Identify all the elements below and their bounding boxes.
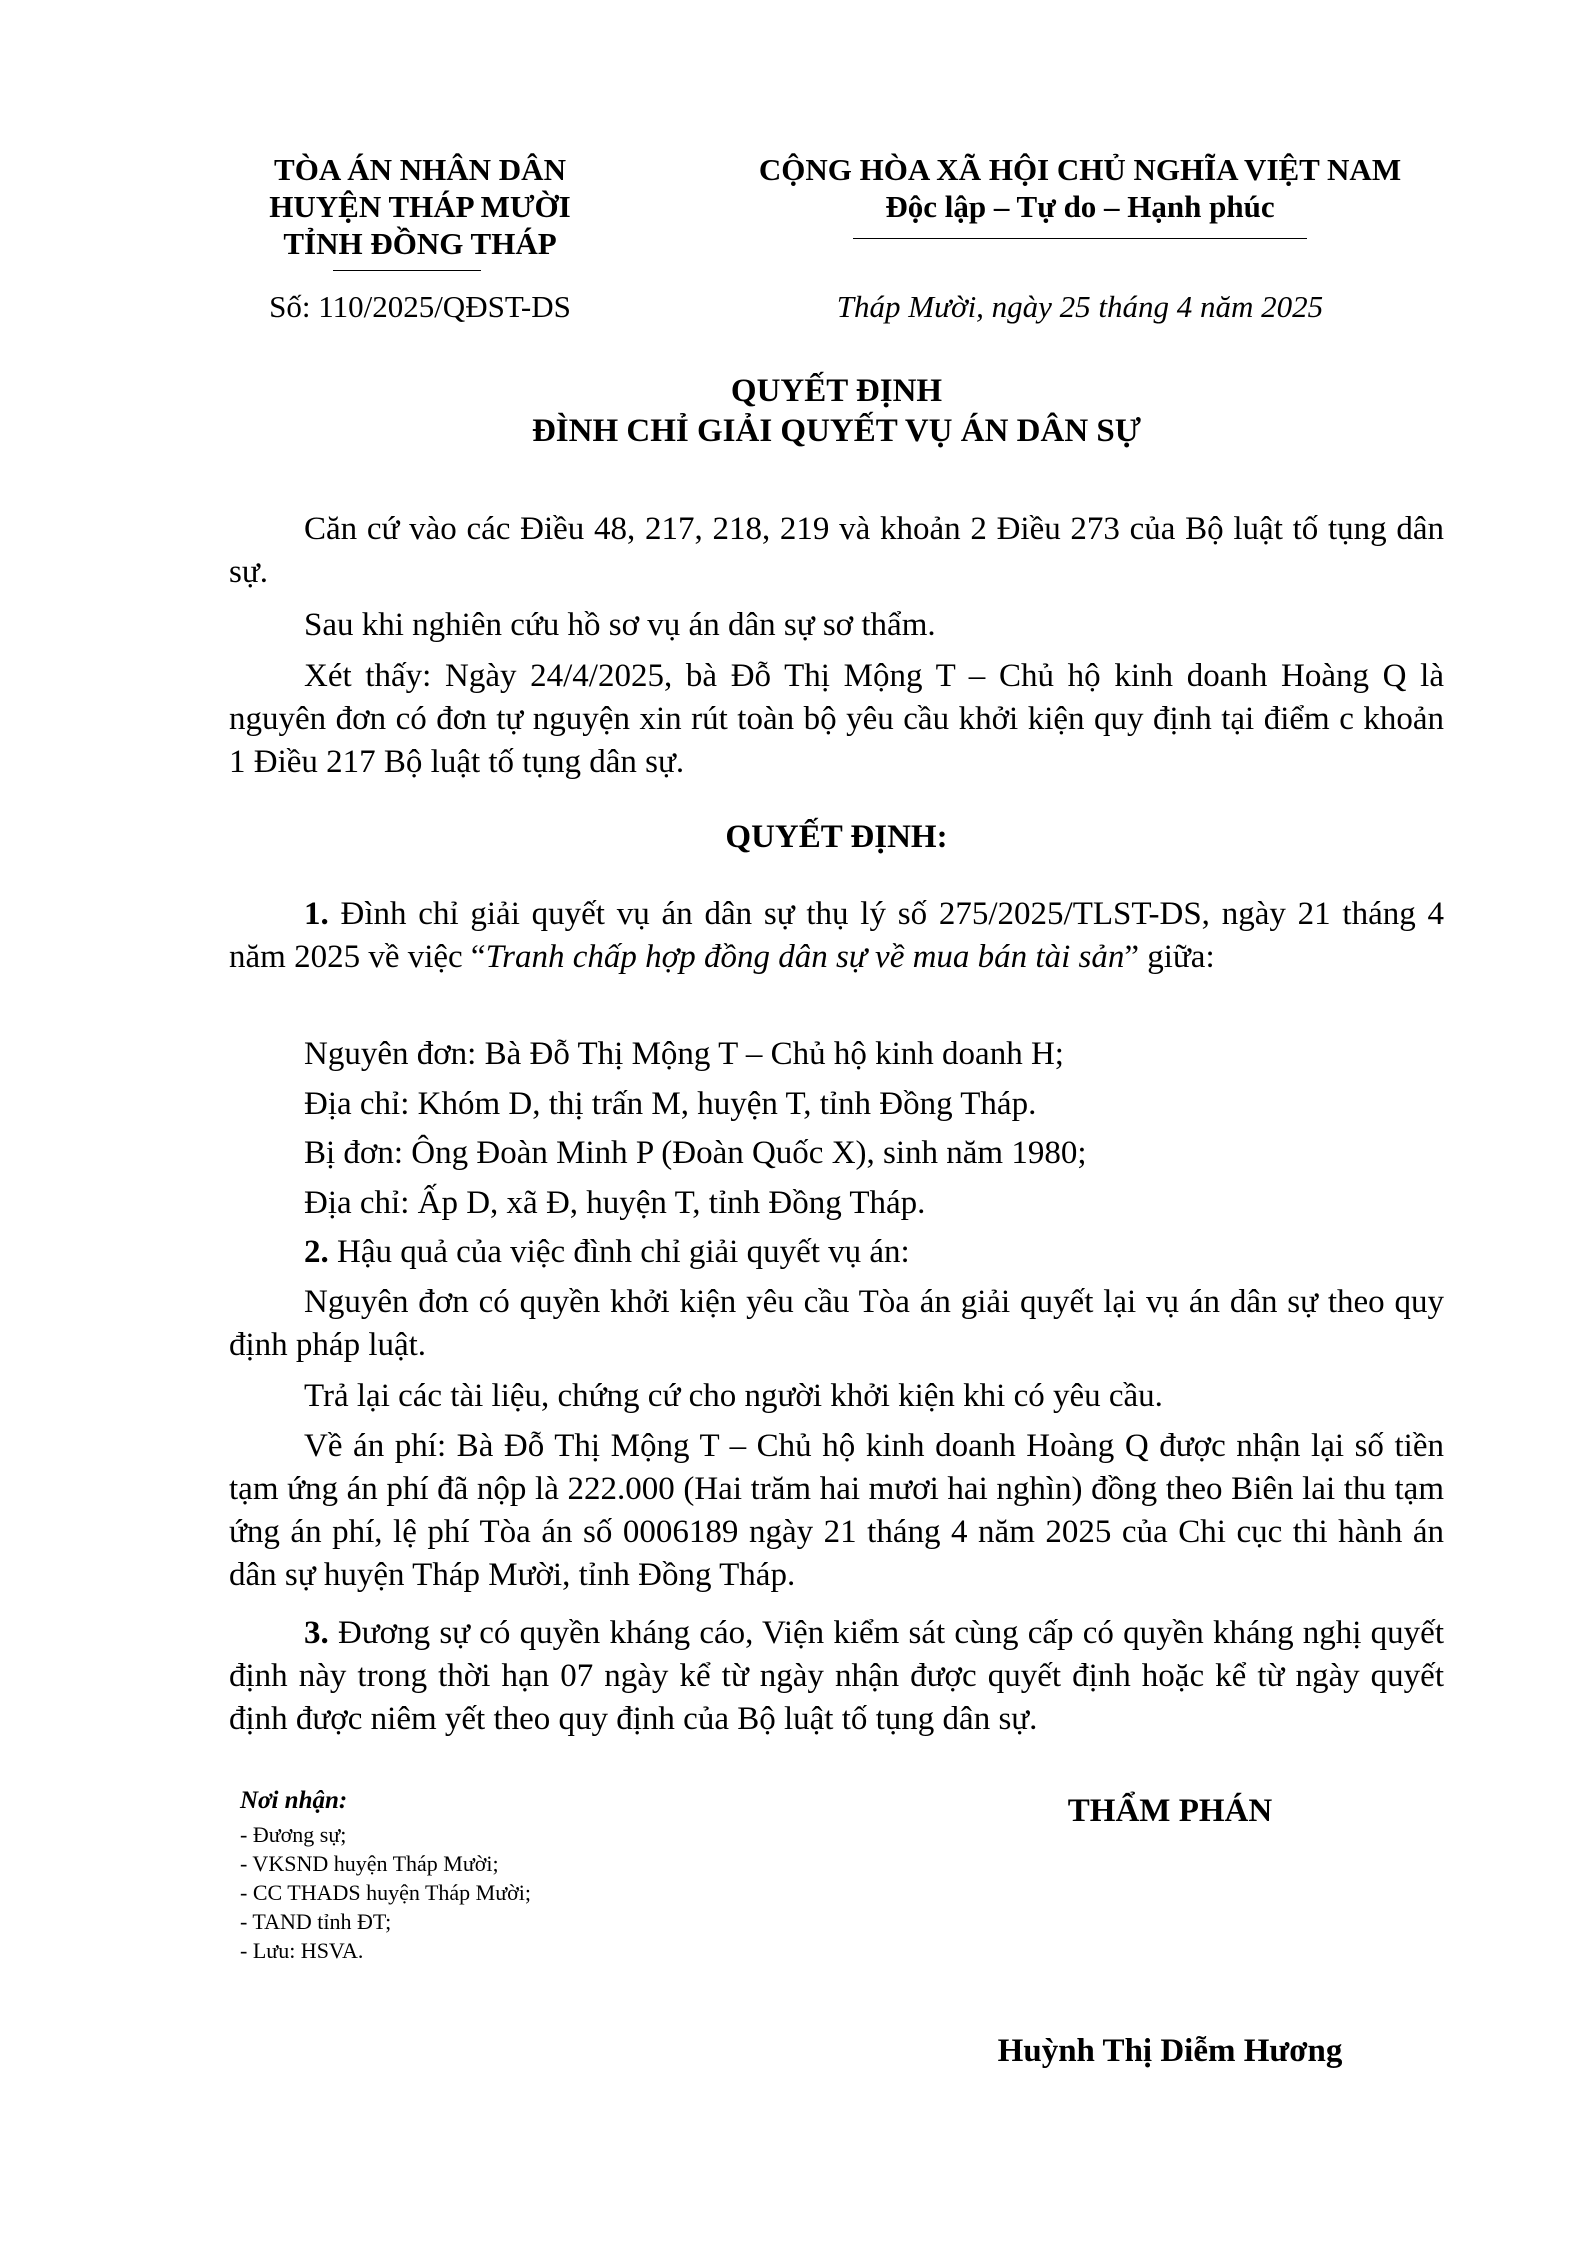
item-3-text: Đương sự có quyền kháng cáo, Viện kiểm sát cùng cấp có quyền kháng nghị quyết định này trong thời hạn 07 ngày kể từ ngày nhận được quyết định hoặc kể từ ngày quyết định được niêm yết theo quy định của Bộ luật tố tụng dân sự. <box>229 1615 1444 1737</box>
place-date: Tháp Mười, ngày 25 tháng 4 năm 2025 <box>836 289 1324 324</box>
recipient-item: - TAND tỉnh ĐT; <box>240 1909 392 1934</box>
preamble-legal-basis: Căn cứ vào các Điều 48, 217, 218, 219 và khoản 2 Điều 273 của Bộ luật tố tụng dân sự. <box>229 511 1444 590</box>
item-1-number: 1. <box>304 896 329 932</box>
decision-item-3 <box>229 1612 1444 1741</box>
court-line-2: HUYỆN THÁP MƯỜI <box>269 189 571 224</box>
doc-number: Số: 110/2025/QĐST-DS <box>269 289 571 324</box>
decision-item-1 <box>229 893 1444 979</box>
title-line-2: ĐÌNH CHỈ GIẢI QUYẾT VỤ ÁN DÂN SỰ <box>531 413 1142 449</box>
item-2-court-fee: Về án phí: Bà Đỗ Thị Mộng T – Chủ hộ kinh doanh Hoàng Q được nhận lại số tiền tạm ứng án phí đã nộp là 222.000 (Hai trăm hai mươi hai nghìn) đồng theo Biên lai thu tạm ứng án phí, lệ phí Tòa án số 0006189 ngày 21 tháng 4 năm 2025 của Chi cục thi hành án dân sự huyện Tháp Mười, tỉnh Đồng Tháp. <box>229 1428 1444 1593</box>
court-line-3: TỈNH ĐỒNG THÁP <box>283 226 557 261</box>
item-1-text: Đình chỉ giải quyết vụ án dân sự thụ lý số 275/2025/TLST-DS, ngày 21 tháng 4 năm 2025 về việc “ <box>229 896 1444 975</box>
defendant: Bị đơn: Ông Đoàn Minh P (Đoàn Quốc X), sinh năm 1980; <box>304 1135 1087 1171</box>
nation-motto: Độc lập – Tự do – Hạnh phúc <box>885 189 1275 224</box>
court-line-1: TÒA ÁN NHÂN DÂN <box>274 152 566 187</box>
title-line-1: QUYẾT ĐỊNH <box>730 373 943 409</box>
item-3-number: 3. <box>304 1615 329 1651</box>
defendant-address: Địa chỉ: Ấp D, xã Đ, huyện T, tỉnh Đồng Tháp. <box>304 1185 926 1221</box>
nation-line-1: CỘNG HÒA XÃ HỘI CHỦ NGHĨA VIỆT NAM <box>758 152 1402 187</box>
plaintiff-address: Địa chỉ: Khóm D, thị trấn M, huyện T, tỉnh Đồng Tháp. <box>304 1086 1037 1122</box>
item-2-text: Hậu quả của việc đình chỉ giải quyết vụ án: <box>328 1234 910 1270</box>
preamble-review: Sau khi nghiên cứu hồ sơ vụ án dân sự sơ thẩm. <box>304 607 936 643</box>
recipient-item: - VKSND huyện Tháp Mười; <box>240 1851 499 1876</box>
item-2-number: 2. <box>304 1234 329 1270</box>
plaintiff: Nguyên đơn: Bà Đỗ Thị Mộng T – Chủ hộ kinh doanh H; <box>304 1036 1064 1072</box>
recipients-title: Nơi nhận: <box>240 1787 348 1814</box>
decision-heading: QUYẾT ĐỊNH: <box>725 819 948 855</box>
court-name <box>190 151 650 262</box>
court-underline <box>333 270 481 271</box>
nation-heading <box>700 151 1460 225</box>
decision-item-2 <box>229 1231 1444 1274</box>
recipient-item: - Đương sự; <box>240 1822 347 1847</box>
dispute-type: Tranh chấp hợp đồng dân sự về mua bán tài sản <box>485 939 1125 975</box>
recipient-item: - Lưu: HSVA. <box>240 1938 364 1963</box>
motto-underline <box>853 238 1307 239</box>
item-2-refile-right: Nguyên đơn có quyền khởi kiện yêu cầu Tòa án giải quyết lại vụ án dân sự theo quy định pháp luật. <box>229 1284 1444 1363</box>
recipient-item: - CC THADS huyện Tháp Mười; <box>240 1880 532 1905</box>
document-title <box>229 371 1444 451</box>
item-2-return-documents: Trả lại các tài liệu, chứng cứ cho người khởi kiện khi có yêu cầu. <box>304 1378 1163 1414</box>
signer-name: Huỳnh Thị Diễm Hương <box>997 2033 1343 2069</box>
signer-role: THẨM PHÁN <box>1067 1793 1273 1829</box>
item-1-tail: ” giữa: <box>1124 939 1215 975</box>
recipients-block <box>240 1786 760 1965</box>
preamble-considering: Xét thấy: Ngày 24/4/2025, bà Đỗ Thị Mộng T – Chủ hộ kinh doanh Hoàng Q là nguyên đơn có đơn tự nguyện xin rút toàn bộ yêu cầu khởi kiện quy định tại điểm c khoản 1 Điều 217 Bộ luật tố tụng dân sự. <box>229 658 1444 780</box>
